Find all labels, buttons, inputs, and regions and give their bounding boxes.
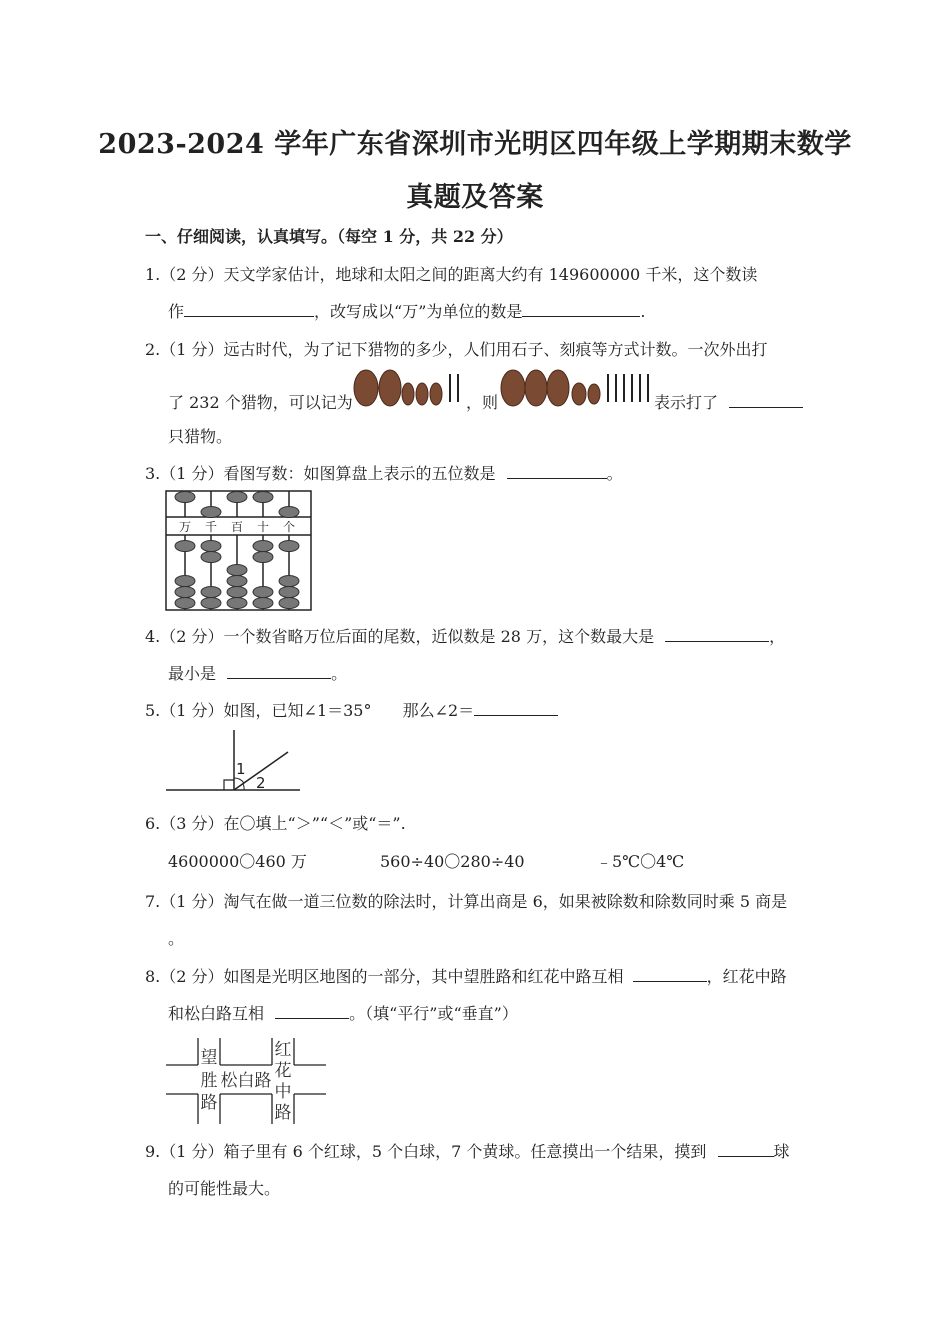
q2-text-a: 了 232 个猎物，可以记为 xyxy=(168,393,353,412)
bead xyxy=(279,576,299,587)
q6-item-2: 560÷40〇280÷40 xyxy=(380,852,525,871)
q4-text-c: 最小是 xyxy=(168,664,217,683)
bead xyxy=(253,541,273,552)
q6-item-3: ﹣5℃〇4℃ xyxy=(596,852,685,871)
bead xyxy=(227,598,247,609)
small-stone xyxy=(430,383,442,405)
bead xyxy=(253,552,273,563)
doc-title-line2: 真题及答案 xyxy=(406,182,544,213)
place-label-qian: 千 xyxy=(204,520,218,534)
bead xyxy=(175,541,195,552)
q6-item-1: 4600000〇460 万 xyxy=(168,852,307,871)
q1-line1: 1.（2 分）天文学家估计，地球和太阳之间的距离大约有 149600000 千米，这个数读 xyxy=(145,265,758,284)
stone-tally-question xyxy=(500,368,652,408)
q1-text-c: . xyxy=(640,302,646,321)
bead xyxy=(279,507,299,518)
right-angle-mark xyxy=(224,780,234,790)
q8-line1 xyxy=(145,964,787,987)
bead xyxy=(201,507,221,518)
bead xyxy=(227,565,247,576)
q8-text-d: 。（填“平行”或“垂直”） xyxy=(349,1004,518,1023)
q2-text-c xyxy=(654,390,803,413)
q2-blank[interactable] xyxy=(729,393,803,408)
bead xyxy=(227,492,247,503)
big-stone xyxy=(525,370,547,406)
road-honghua-char: 中 xyxy=(274,1082,292,1102)
road-wangsheng-char: 胜 xyxy=(200,1071,218,1091)
q8-line2 xyxy=(168,1001,518,1024)
q3-blank[interactable] xyxy=(507,464,607,479)
q6-line1: 6.（3 分）在〇填上“＞”“＜”或“＝”. xyxy=(145,814,406,833)
q8-text-c: 和松白路互相 xyxy=(168,1004,265,1023)
angle-figure xyxy=(164,728,304,794)
place-label-ge: 个 xyxy=(282,520,296,534)
road-honghua-char: 红 xyxy=(274,1040,292,1060)
angle2-arc xyxy=(243,784,244,790)
q2-line1: 2.（1 分）远古时代，为了记下猎物的多少，人们用石子、刻痕等方式计数。一次外出打 xyxy=(145,340,768,359)
q1-line2 xyxy=(168,299,645,322)
road-wangsheng-char: 望 xyxy=(200,1048,218,1068)
road-wangsheng-char: 路 xyxy=(200,1093,218,1113)
road-honghua-char: 花 xyxy=(274,1061,292,1081)
section-heading: 一、仔细阅读，认真填写。（每空 1 分，共 22 分） xyxy=(145,227,513,246)
q7-line1: 7.（1 分）淘气在做一道三位数的除法时，计算出商是 6，如果被除数和除数同时乘 5 商是 xyxy=(145,892,788,911)
q2-text-c-label: 表示打了 xyxy=(654,393,719,412)
bead xyxy=(253,587,273,598)
bead xyxy=(175,598,195,609)
bead xyxy=(201,598,221,609)
bead xyxy=(279,587,299,598)
big-stone xyxy=(547,370,569,406)
place-label-bai: 百 xyxy=(230,520,244,534)
bead xyxy=(175,576,195,587)
bead xyxy=(279,541,299,552)
q8-blank-1[interactable] xyxy=(633,967,707,982)
q2-line3: 只猎物。 xyxy=(168,427,233,446)
place-label-shi: 十 xyxy=(256,520,270,534)
q3-text-a: 3.（1 分）看图写数：如图算盘上表示的五位数是 xyxy=(145,464,496,483)
big-stone xyxy=(354,370,378,406)
abacus-figure xyxy=(165,490,313,612)
q4-text-b: ， xyxy=(769,627,786,646)
q8-text-a: 8.（2 分）如图是光明区地图的一部分，其中望胜路和红花中路互相 xyxy=(145,967,624,986)
road-songbai-label: 松白路 xyxy=(220,1071,272,1091)
big-stone xyxy=(501,370,525,406)
q1-blank-wan[interactable] xyxy=(522,302,640,317)
doc-title-line1: 2023-2024 学年广东省深圳市光明区四年级上学期期末数学 xyxy=(98,129,852,160)
big-stone xyxy=(379,370,401,406)
q9-line1 xyxy=(145,1139,790,1162)
bead xyxy=(175,587,195,598)
q4-text-a: 4.（2 分）一个数省略万位后面的尾数，近似数是 28 万，这个数最大是 xyxy=(145,627,655,646)
q9-text-a: 9.（1 分）箱子里有 6 个红球，5 个白球，7 个黄球。任意摸出一个结果，摸到 xyxy=(145,1142,707,1161)
q5-line1 xyxy=(145,698,558,721)
small-stone xyxy=(402,383,414,405)
q4-line1 xyxy=(145,624,785,647)
bead xyxy=(253,598,273,609)
q9-blank[interactable] xyxy=(718,1142,774,1157)
q4-blank-max[interactable] xyxy=(665,627,769,642)
q9-text-b: 球 xyxy=(773,1142,790,1161)
bead xyxy=(227,576,247,587)
stone-tally-232 xyxy=(352,368,464,408)
q5-blank[interactable] xyxy=(474,701,558,716)
q8-blank-2[interactable] xyxy=(275,1004,349,1019)
q4-text-d: 。 xyxy=(331,664,348,683)
q3-text-b: 。 xyxy=(606,464,623,483)
bead xyxy=(279,598,299,609)
q4-line2 xyxy=(168,661,347,684)
road-honghua-char: 路 xyxy=(274,1103,292,1123)
bead xyxy=(253,492,273,503)
angle2-label: 2 xyxy=(256,774,266,792)
q3-line1 xyxy=(145,461,623,484)
small-stone xyxy=(416,383,428,405)
road-map-figure xyxy=(164,1036,328,1128)
place-label-wan: 万 xyxy=(178,520,192,534)
q1-blank-read[interactable] xyxy=(184,302,314,317)
q4-blank-min[interactable] xyxy=(227,664,331,679)
q2-line2 xyxy=(168,390,353,413)
q1-text-b: ，改写成以“万”为单位的数是 xyxy=(314,302,523,321)
q5-text-b: 那么∠2＝ xyxy=(402,701,475,720)
angle1-arc xyxy=(234,778,244,783)
q5-text-a: 5.（1 分）如图，已知∠1＝35° xyxy=(145,701,372,720)
q9-line2: 的可能性最大。 xyxy=(168,1179,281,1198)
bead xyxy=(201,552,221,563)
small-stone xyxy=(572,383,586,405)
bead xyxy=(227,587,247,598)
angle1-label: 1 xyxy=(236,760,246,778)
bead xyxy=(201,587,221,598)
small-stone xyxy=(588,384,600,404)
q2-text-b: ，则 xyxy=(466,393,499,412)
bead xyxy=(201,541,221,552)
bead xyxy=(175,492,195,503)
q8-text-b: ，红花中路 xyxy=(706,967,787,986)
q1-text-a: 作 xyxy=(168,302,185,321)
q7-line2: 。 xyxy=(168,929,185,948)
